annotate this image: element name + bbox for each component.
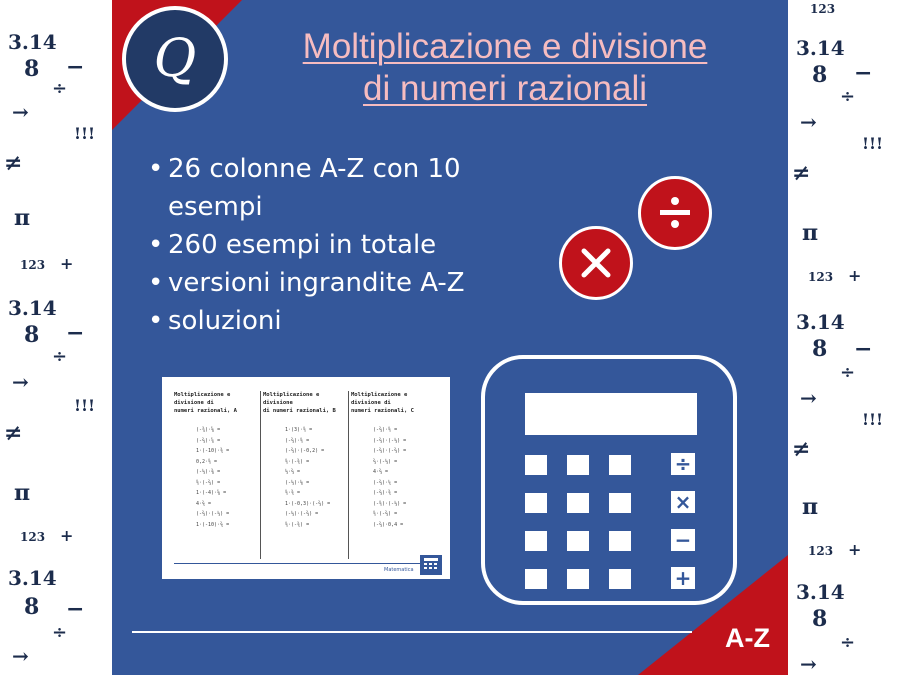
doodle-123: 123 bbox=[810, 2, 836, 16]
calculator-key bbox=[525, 455, 547, 475]
doodle-arrow: → bbox=[12, 100, 29, 124]
preview-exercise: 1·(-0,3)·(-⅔) = bbox=[285, 500, 331, 507]
right-doodle-border bbox=[788, 0, 900, 675]
doodle-123: 123 bbox=[20, 530, 46, 544]
preview-exercise: ⅘·(-⅔) = bbox=[373, 511, 398, 517]
preview-exercise: ⅘·⅗ = bbox=[285, 490, 301, 496]
doodle-eight: 8 bbox=[24, 594, 40, 620]
main-panel bbox=[112, 0, 788, 675]
preview-exercise: (-⅔)·⅘ = bbox=[373, 427, 398, 433]
footer-divider bbox=[132, 631, 692, 633]
doodle-arrow: → bbox=[800, 386, 817, 410]
preview-exercise: (-⅔)·⅕ = bbox=[373, 479, 398, 486]
calculator-key bbox=[609, 569, 631, 589]
doodle-divide: ÷ bbox=[52, 622, 68, 643]
preview-divider bbox=[260, 391, 261, 559]
doodle-123: 123 bbox=[808, 270, 834, 284]
calculator-key bbox=[609, 455, 631, 475]
doodle-pi-number: 3.14 bbox=[8, 30, 57, 54]
doodle-minus: − bbox=[66, 320, 85, 346]
preview-exercise: (-⅓)·(-⅔) = bbox=[285, 511, 319, 517]
feature-item: • soluzioni bbox=[148, 302, 508, 340]
preview-exercise: ⅘·(-⅗) = bbox=[285, 458, 310, 465]
calculator-key bbox=[567, 493, 589, 513]
preview-exercise: (-⅔)·(-0,2) = bbox=[285, 448, 325, 454]
doodle-plus: + bbox=[848, 540, 862, 559]
preview-exercise: (-⅓)·⅙ = bbox=[285, 479, 310, 486]
doodle-not-equal: ≠ bbox=[4, 420, 23, 446]
doodle-pi-number: 3.14 bbox=[8, 296, 57, 320]
preview-exercise: (-⅔)·(-⅔) = bbox=[373, 448, 407, 454]
left-doodle-border bbox=[0, 0, 112, 675]
preview-exercise: (-⅔)·(-⅓) = bbox=[373, 437, 407, 444]
preview-exercise: (-⅔)·(-⅓) = bbox=[196, 511, 230, 517]
calculator-multiply-key: × bbox=[671, 491, 695, 513]
doodle-123: 123 bbox=[20, 258, 46, 272]
calculator-screen bbox=[525, 393, 697, 435]
doodle-exclaim: !!! bbox=[74, 124, 96, 143]
doodle-plus: + bbox=[60, 254, 74, 273]
doodle-pi: π bbox=[14, 480, 31, 506]
doodle-exclaim: !!! bbox=[862, 134, 884, 153]
q-badge: Q bbox=[122, 6, 228, 112]
doodle-divide: ÷ bbox=[52, 78, 68, 99]
preview-column-title: Moltiplicazione e divisione di bbox=[174, 392, 231, 406]
doodle-arrow: → bbox=[800, 110, 817, 134]
doodle-eight: 8 bbox=[24, 322, 40, 348]
doodle-eight: 8 bbox=[812, 336, 828, 362]
doodle-pi: π bbox=[802, 494, 819, 520]
divide-icon bbox=[638, 176, 712, 250]
feature-list bbox=[148, 150, 508, 340]
doodle-pi: π bbox=[14, 205, 31, 231]
preview-column-subtitle: di numeri razionali, B bbox=[263, 408, 336, 414]
doodle-minus: − bbox=[66, 596, 85, 622]
doodle-not-equal: ≠ bbox=[792, 160, 811, 186]
preview-exercise: (-⅔)·⅘ = bbox=[285, 437, 310, 444]
preview-column-subtitle: numeri razionali, A bbox=[174, 408, 237, 414]
preview-exercise: 4·⅖ = bbox=[196, 500, 212, 507]
preview-column-a bbox=[174, 391, 258, 551]
preview-exercise: (-⅔)·0,4 = bbox=[373, 521, 404, 528]
calculator-key bbox=[609, 493, 631, 513]
doodle-pi-number: 3.14 bbox=[796, 580, 845, 604]
doodle-eight: 8 bbox=[812, 62, 828, 88]
doodle-eight: 8 bbox=[24, 56, 40, 82]
doodle-arrow: → bbox=[12, 644, 29, 668]
doodle-not-equal: ≠ bbox=[4, 150, 23, 176]
preview-exercise: 1·(-10)·⅗ = bbox=[196, 448, 230, 454]
preview-exercise: ⅘·(-⅗) = bbox=[285, 521, 310, 528]
preview-exercise: ⅓·⅔ = bbox=[285, 469, 301, 475]
calculator-divide-key: ÷ bbox=[671, 453, 695, 475]
doodle-pi-number: 3.14 bbox=[8, 566, 57, 590]
worksheet-preview bbox=[162, 377, 450, 579]
doodle-divide: ÷ bbox=[52, 346, 68, 367]
preview-column-c bbox=[351, 391, 435, 551]
doodle-minus: − bbox=[854, 60, 873, 86]
doodle-exclaim: !!! bbox=[74, 396, 96, 415]
preview-exercise: ⅘·(-⅔) = bbox=[196, 479, 221, 486]
doodle-123: 123 bbox=[808, 544, 834, 558]
doodle-exclaim: !!! bbox=[862, 410, 884, 429]
calculator-key bbox=[525, 531, 547, 551]
feature-item: • 26 colonne A-Z con 10 esempi bbox=[148, 150, 508, 226]
doodle-minus: − bbox=[854, 336, 873, 362]
page-title bbox=[240, 26, 770, 110]
calculator-key bbox=[567, 531, 589, 551]
preview-exercise: 1·(-4)·⅝ = bbox=[196, 490, 227, 496]
preview-exercise: 4·⅔ = bbox=[373, 469, 389, 475]
preview-footer-line bbox=[174, 563, 424, 564]
preview-exercise: (-⅘)·(-⅓) = bbox=[373, 500, 407, 507]
doodle-arrow: → bbox=[12, 370, 29, 394]
preview-column-subtitle: numeri razionali, C bbox=[351, 408, 414, 414]
title-line-1: Moltiplicazione e divisione bbox=[302, 27, 708, 66]
doodle-plus: + bbox=[848, 266, 862, 285]
preview-exercise: (-¾)·⅝ = bbox=[196, 427, 221, 433]
feature-item: • 260 esempi in totale bbox=[148, 226, 508, 264]
doodle-plus: + bbox=[60, 526, 74, 545]
doodle-eight: 8 bbox=[812, 606, 828, 632]
doodle-divide: ÷ bbox=[840, 362, 856, 383]
doodle-arrow: → bbox=[800, 652, 817, 675]
doodle-not-equal: ≠ bbox=[792, 436, 811, 462]
preview-exercise: ⅔·(-⅓) = bbox=[373, 458, 398, 465]
calculator-key bbox=[567, 569, 589, 589]
preview-exercise: (-⅔)·⅚ = bbox=[196, 437, 221, 444]
doodle-divide: ÷ bbox=[840, 632, 856, 653]
calculator-key bbox=[567, 455, 589, 475]
calculator-plus-key: + bbox=[671, 567, 695, 589]
calculator-key bbox=[525, 569, 547, 589]
calculator-icon bbox=[481, 355, 737, 605]
range-label: A-Z bbox=[725, 623, 770, 653]
doodle-pi-number: 3.14 bbox=[796, 36, 845, 60]
preview-exercise: 1·(-10)·⅖ = bbox=[196, 521, 230, 528]
title-line-2: di numeri razionali bbox=[362, 69, 648, 108]
preview-exercise: 1·(3)·⅘ = bbox=[285, 427, 313, 433]
preview-exercise: 0,2·⅘ = bbox=[196, 458, 218, 465]
feature-item: • versioni ingrandite A-Z bbox=[148, 264, 508, 302]
calculator-minus-key: − bbox=[671, 529, 695, 551]
calculator-key bbox=[525, 493, 547, 513]
preview-exercise: (-⅓)·⅜ = bbox=[196, 469, 221, 475]
doodle-divide: ÷ bbox=[840, 86, 856, 107]
doodle-pi: π bbox=[802, 220, 819, 246]
preview-divider bbox=[348, 391, 349, 559]
doodle-minus: − bbox=[66, 54, 85, 80]
preview-calculator-icon bbox=[420, 555, 442, 575]
preview-column-title: Moltiplicazione e divisione bbox=[263, 392, 320, 406]
multiply-icon bbox=[559, 226, 633, 300]
calculator-key bbox=[609, 531, 631, 551]
preview-exercise: (-⅔)·⅗ = bbox=[373, 490, 398, 496]
preview-column-title: Moltiplicazione e divisione di bbox=[351, 392, 408, 406]
doodle-pi-number: 3.14 bbox=[796, 310, 845, 334]
preview-column-b bbox=[263, 391, 347, 551]
preview-brand-label: Matematica bbox=[384, 567, 414, 573]
